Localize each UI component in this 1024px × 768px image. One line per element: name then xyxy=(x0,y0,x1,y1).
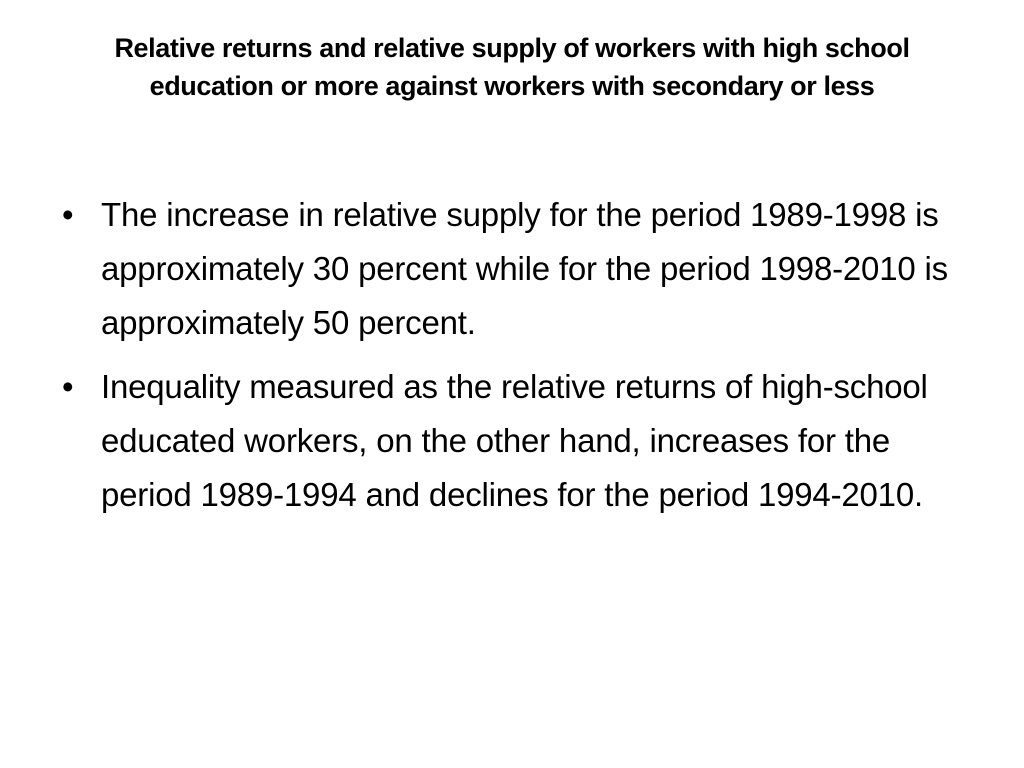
bullet-text: The increase in relative supply for the period 1989-1998 is approximately 30 percent while for the period 1998-2010 is approximately 50 percent. xyxy=(101,196,948,341)
bullet-text: Inequality measured as the relative returns of high-school educated workers, on the other hand, increases for the period 1989-1994 and declines for the period 1994-2010. xyxy=(101,368,928,513)
bullet-item xyxy=(60,360,960,522)
bullet-list xyxy=(60,188,960,532)
bullet-icon: • xyxy=(62,368,74,405)
bullet-icon: • xyxy=(62,196,74,233)
slide-title: Relative returns and relative supply of workers with high school education or more against workers with secondary or less xyxy=(114,33,910,101)
bullet-item xyxy=(60,188,960,350)
